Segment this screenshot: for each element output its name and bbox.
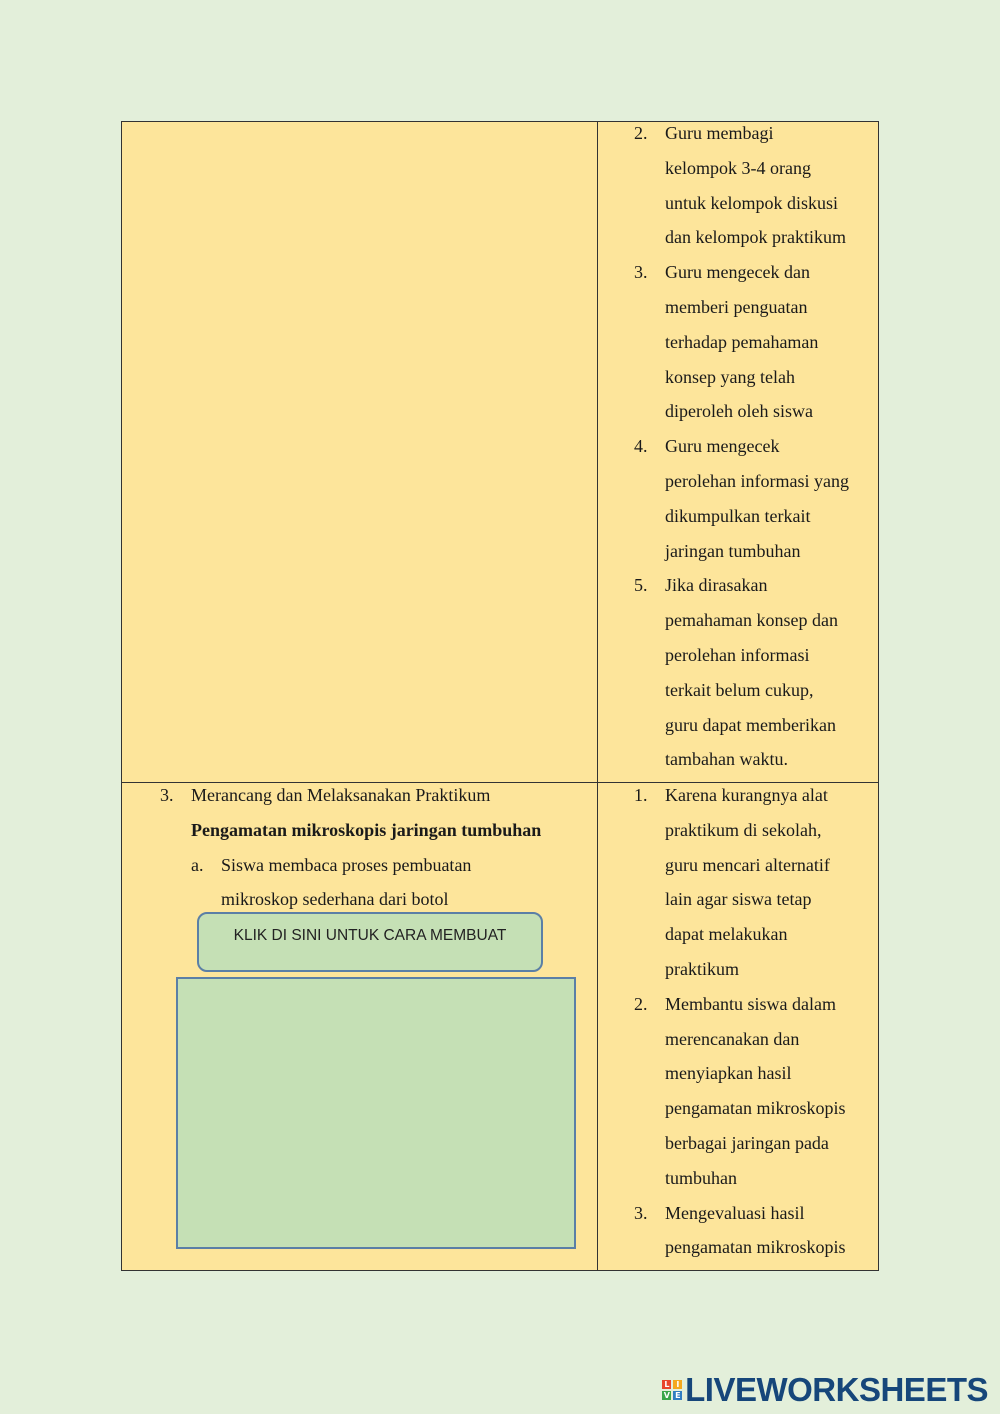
list-item [634, 1196, 874, 1266]
activity-number: 3. [160, 785, 174, 805]
list-item [634, 116, 874, 255]
item-text-line: untuk kelompok diskusi [665, 192, 839, 213]
how-to-make-button[interactable]: KLIK DI SINI UNTUK CARA MEMBUAT [197, 912, 543, 972]
item-text-line: terkait belum cukup, [665, 679, 814, 700]
item-text-line: tambahan waktu. [665, 749, 788, 770]
item-text-line: mikroskop sederhana dari botol [221, 889, 449, 910]
logo-letter: E [673, 1391, 682, 1400]
liveworksheets-logo [662, 1371, 988, 1409]
item-number: 4. [634, 436, 648, 457]
item-text-line: praktikum di sekolah, [665, 819, 822, 840]
liveworksheets-wordmark: LIVEWORKSHEETS [685, 1371, 988, 1408]
item-number: 1. [634, 785, 648, 805]
item-text-line: lain agar siswa tetap [665, 889, 812, 910]
logo-letter: I [673, 1380, 682, 1389]
list-item [634, 987, 874, 1196]
student-activity-cell [160, 778, 590, 917]
item-text-line: Guru membagi [665, 123, 774, 143]
item-text-line: jaringan tumbuhan [665, 540, 801, 561]
list-item [634, 429, 874, 568]
item-number: 3. [634, 1202, 648, 1223]
item-text-line: Karena kurangnya alat [665, 785, 828, 805]
item-text-line: pemahaman konsep dan [665, 610, 838, 631]
item-number: 3. [634, 262, 648, 283]
item-number: 2. [634, 123, 648, 143]
item-text-line: dapat melakukan [665, 924, 788, 945]
list-item [634, 255, 874, 429]
item-text-line: guru mencari alternatif [665, 854, 830, 875]
item-text-line: pengamatan mikroskopis [665, 1098, 846, 1119]
item-text-line: konsep yang telah [665, 366, 795, 387]
column-divider [597, 122, 598, 1270]
item-number: 2. [634, 993, 648, 1014]
answer-input-box[interactable] [176, 977, 576, 1249]
item-text-line: Guru mengecek [665, 436, 780, 457]
item-text-line: merencanakan dan [665, 1028, 800, 1049]
item-text-line: guru dapat memberikan [665, 714, 836, 735]
item-text-line: berbagai jaringan pada [665, 1132, 829, 1153]
teacher-activities-list-bottom [634, 778, 874, 1265]
item-text-line: kelompok 3-4 orang [665, 157, 811, 178]
item-text-line: Guru mengecek dan [665, 262, 810, 283]
item-text-line: perolehan informasi [665, 644, 810, 665]
list-item [634, 568, 874, 777]
item-text-line: Membantu siswa dalam [665, 993, 836, 1014]
item-text-line: tumbuhan [665, 1167, 737, 1188]
logo-letter: V [663, 1391, 670, 1400]
item-text-line: memberi penguatan [665, 296, 808, 317]
item-text-line: pengamatan mikroskopis [665, 1237, 846, 1258]
activity-subheading: Pengamatan mikroskopis jaringan tumbuhan [191, 819, 542, 840]
item-text-line: menyiapkan hasil [665, 1063, 792, 1084]
list-item [634, 778, 874, 987]
list-item [191, 848, 590, 918]
logo-letter: L [662, 1380, 671, 1389]
item-text-line: dan kelompok praktikum [665, 227, 846, 248]
item-text-line: Jika dirasakan [665, 575, 768, 596]
item-number: a. [191, 854, 204, 875]
item-number: 5. [634, 575, 648, 596]
item-text-line: Siswa membaca proses pembuatan [221, 854, 472, 875]
liveworksheets-logo-icon [662, 1380, 682, 1400]
item-text-line: diperoleh oleh siswa [665, 401, 813, 422]
item-text-line: perolehan informasi yang [665, 470, 849, 491]
item-text-line: praktikum [665, 958, 739, 979]
item-text-line: Mengevaluasi hasil [665, 1202, 805, 1223]
item-text-line: dikumpulkan terkait [665, 505, 811, 526]
activity-heading: Merancang dan Melaksanakan Praktikum [191, 785, 491, 805]
activity-sublist [191, 848, 590, 918]
teacher-activities-list-top [634, 116, 874, 777]
item-text-line: terhadap pemahaman [665, 331, 819, 352]
